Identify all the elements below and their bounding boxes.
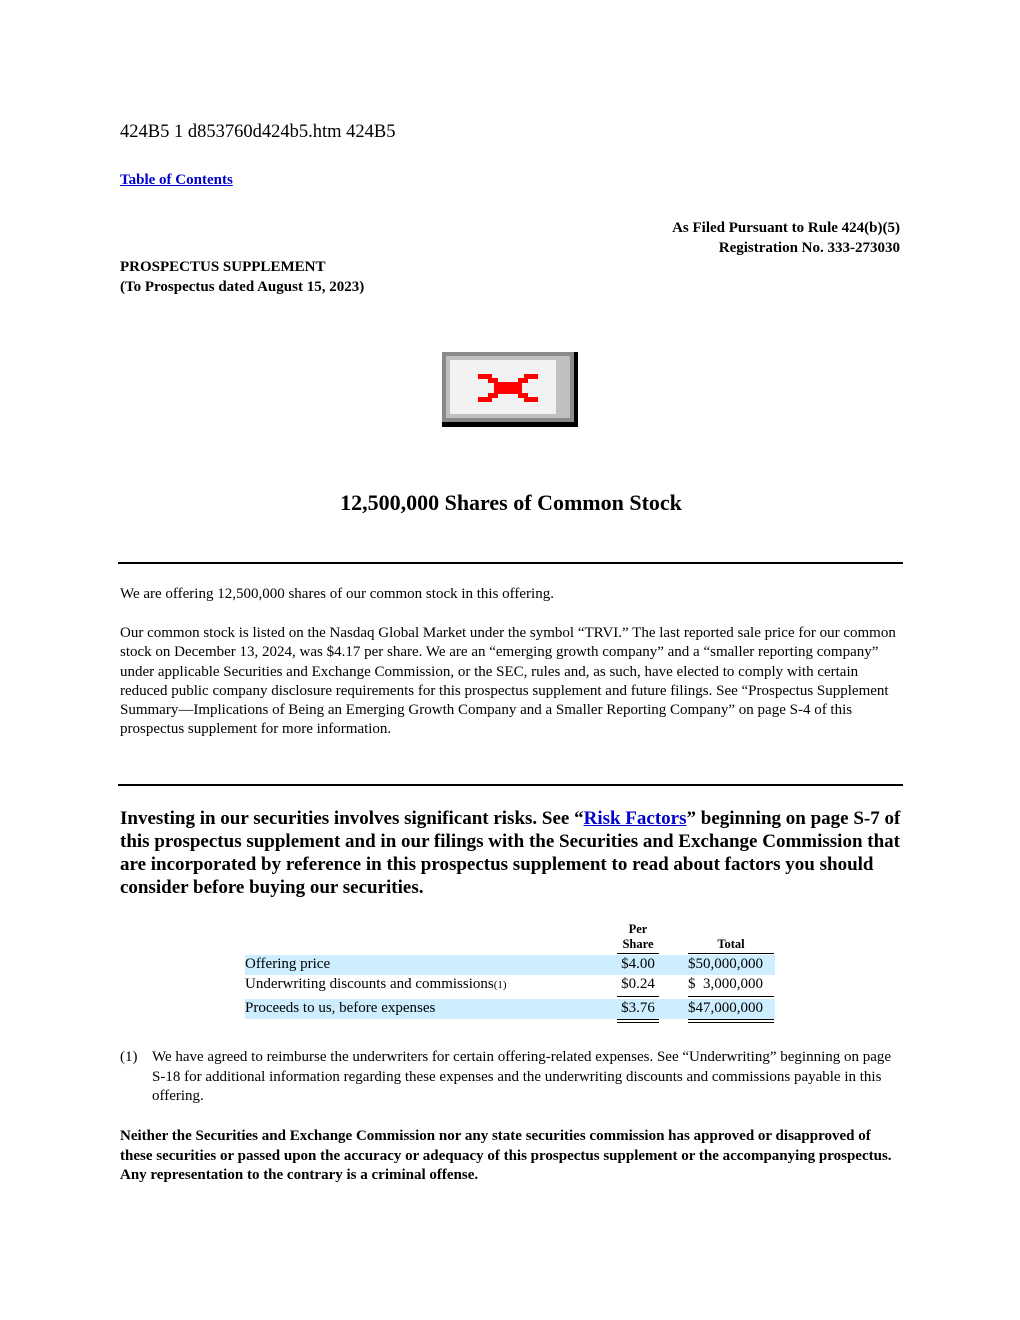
table-row: [245, 955, 775, 975]
broken-image-icon: [478, 374, 538, 402]
row-label: Underwriting discounts and commissions(1): [245, 976, 507, 992]
registration-number: Registration No. 333-273030: [718, 240, 900, 256]
footnote-marker: (1): [493, 979, 507, 991]
table-row: [245, 975, 775, 995]
per-share-value: $3.76: [621, 1000, 655, 1016]
company-logo: [442, 352, 578, 427]
file-header: 424B5 1 d853760d424b5.htm 424B5: [120, 122, 396, 142]
column-header-total: Total: [717, 937, 745, 951]
footnote-text: We have agreed to reimburse the underwriters for certain offering-related expenses. See “Underwriting” beginning on page S-18 for additional information regarding these expenses and the underwriting discounts and commissions payable in this offering.: [152, 1049, 892, 1104]
total-value: $ 3,000,000: [688, 976, 763, 992]
filing-rule: As Filed Pursuant to Rule 424(b)(5): [672, 220, 900, 236]
filing-info: [672, 218, 900, 258]
offering-paragraph: We are offering 12,500,000 shares of our common stock in this offering.: [120, 586, 554, 602]
total-value: $47,000,000: [688, 1000, 763, 1016]
supplement-heading: [120, 257, 364, 297]
risk-factors-link[interactable]: Risk Factors: [583, 808, 687, 829]
sec-legend: Neither the Securities and Exchange Commission nor any state securities commission has approved or disapproved of these securities or passed upon the accuracy or adequacy of this prospectus supplement or the accompanying prospectus. Any representation to the contrary is a criminal offense.: [120, 1128, 892, 1183]
offering-headline: 12,500,000 Shares of Common Stock: [340, 490, 682, 515]
supplement-title: PROSPECTUS SUPPLEMENT: [120, 259, 326, 275]
divider: [118, 784, 903, 786]
table-row: [245, 999, 775, 1019]
total-value: $50,000,000: [688, 956, 763, 972]
row-label: Offering price: [245, 956, 331, 972]
divider: [118, 562, 903, 564]
table-of-contents-link[interactable]: Table of Contents: [120, 172, 233, 188]
column-header-per-share: Per Share: [622, 922, 654, 951]
supplement-subtitle: (To Prospectus dated August 15, 2023): [120, 279, 365, 295]
row-label: Proceeds to us, before expenses: [245, 1000, 436, 1016]
per-share-value: $0.24: [621, 976, 655, 992]
risk-statement: Investing in our securities involves significant risks. See “Risk Factors” beginning on page S-7 of this prospectus supplement and in our filings with the Securities and Exchange Commission that are incorporated by reference in this prospectus supplement to read about factors you should consider before buying our securities.: [120, 808, 901, 898]
listing-paragraph: Our common stock is listed on the Nasdaq Global Market under the symbol “TRVI.” The last reported sale price for our common stock on December 13, 2024, was $4.17 per share. We are an “emerging growth company” and a “smaller reporting company” under applicable Securities and Exchange Commission, or the SEC, rules and, as such, have elected to comply with certain reduced public company disclosure requirements for this prospectus supplement and future filings. See “Prospectus Supplement Summary—Implications of Being an Emerging Growth Company and a Smaller Reporting Company” on page S-4 of this prospectus supplement for more information.: [120, 625, 896, 738]
per-share-value: $4.00: [621, 956, 655, 972]
footnote-number: (1): [120, 1049, 138, 1065]
